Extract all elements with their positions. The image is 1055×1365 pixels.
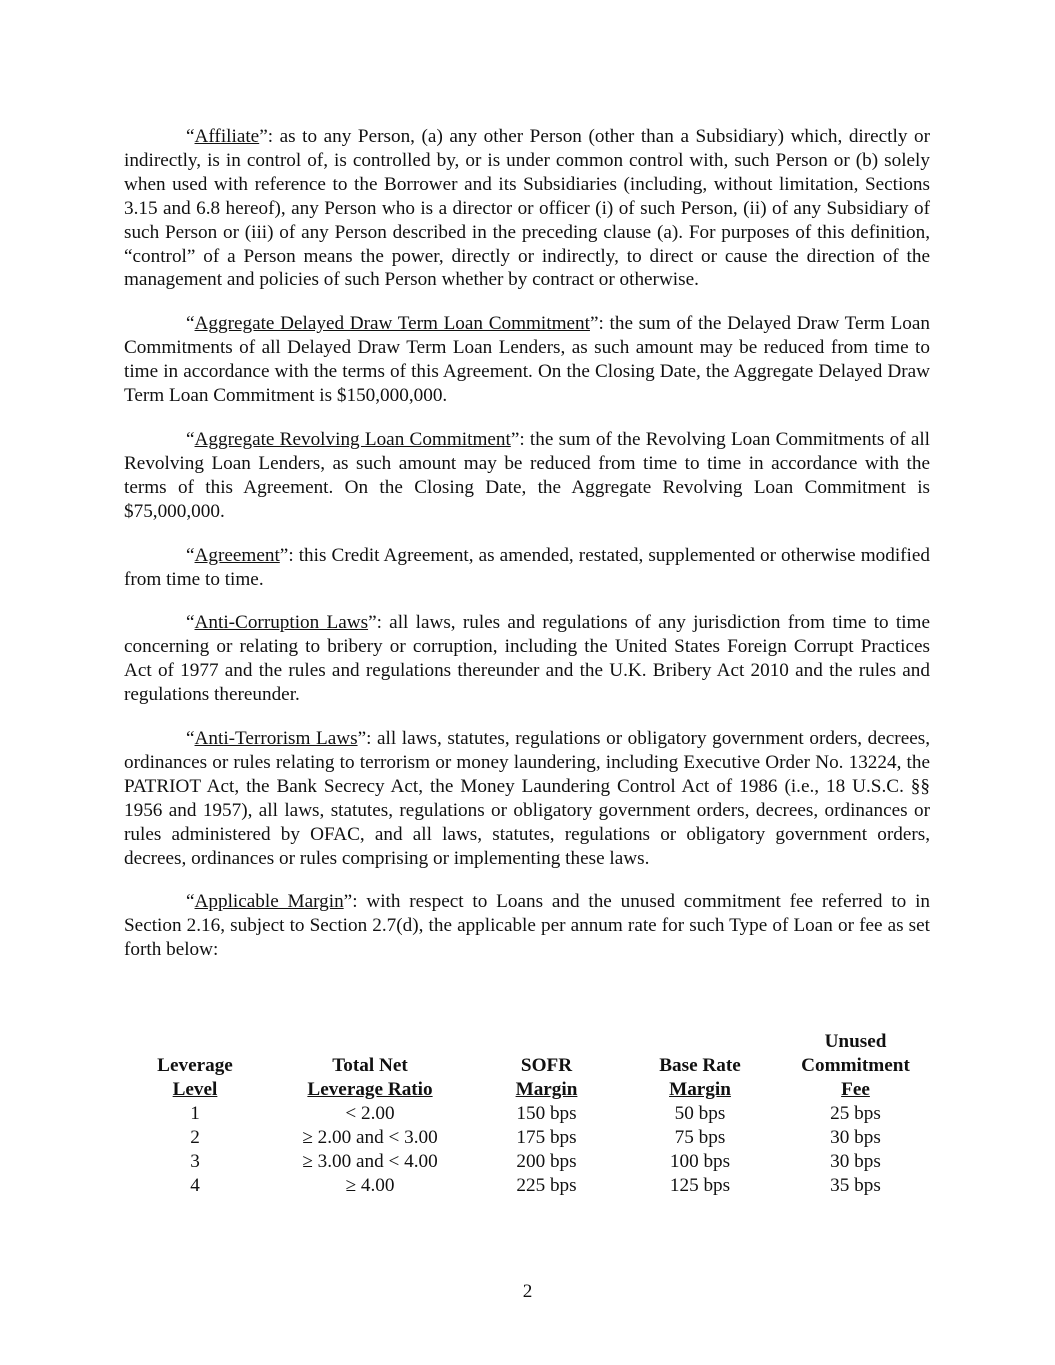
header-unused-commitment-fee: Unused Commitment Fee bbox=[801, 1031, 910, 1100]
defined-term: Anti-Corruption Laws bbox=[194, 612, 369, 634]
definition-aggregate-revolving-commitment: “Aggregate Revolving Loan Commitment”: the sum of the Revolving Loan Commitments of all Revolving Loan Lenders, as such amount may be reduced from time to time in accordance with the terms of this Agreement. On the Closing Date, the Aggregate Revolving Loan Commitment is $75,000,000. bbox=[124, 428, 930, 522]
header-sofr-margin: SOFR Margin bbox=[515, 1055, 578, 1100]
cell-ratio: < 2.00 bbox=[345, 1103, 395, 1124]
cell-ratio: ≥ 4.00 bbox=[345, 1175, 395, 1196]
definition-text: : all laws, statutes, regulations or obligatory government orders, decrees, ordinances or rules relating to terrorism or money laundering, including Executive Order No. 13224, the PATRIOT Act, the Bank Secrecy Act, the Money Laundering Control Act of 1986 (i.e., 18 U.S.C. §§ 1956 and 1957), all laws, statutes, regulations or obligatory government orders, decrees, ordinances or rules administered by OFAC, and all laws, statutes, regulations or obligatory government orders, decrees, ordinances or rules comprising or implementing these laws. bbox=[124, 728, 930, 869]
definition-text: : this Credit Agreement, as amended, restated, supplemented or otherwise modified from time to time. bbox=[124, 544, 930, 590]
defined-term: Agreement bbox=[194, 544, 280, 566]
defined-term: Applicable Margin bbox=[194, 891, 344, 913]
defined-term: Aggregate Delayed Draw Term Loan Commitment bbox=[194, 313, 590, 335]
definition-text: : with respect to Loans and the unused commitment fee referred to in Section 2.16, subject to Section 2.7(d), the applicable per annum rate for such Type of Loan or fee as set forth below: bbox=[124, 891, 930, 961]
applicable-margin-table bbox=[124, 1030, 930, 1198]
cell-unused-fee: 35 bps bbox=[830, 1175, 881, 1196]
defined-term: Affiliate bbox=[194, 126, 260, 147]
cell-base-rate-margin: 100 bps bbox=[669, 1151, 731, 1172]
cell-level: 3 bbox=[190, 1151, 200, 1172]
cell-base-rate-margin: 75 bps bbox=[674, 1127, 726, 1148]
cell-base-rate-margin: 125 bps bbox=[669, 1175, 731, 1196]
cell-unused-fee: 30 bps bbox=[830, 1151, 881, 1172]
defined-term: Anti-Terrorism Laws bbox=[194, 728, 358, 750]
cell-ratio: ≥ 2.00 and < 3.00 bbox=[302, 1127, 438, 1148]
definition-text: : as to any Person, (a) any other Person (other than a Subsidiary) which, directly or indirectly, is in control of, is controlled by, or is under common control with, such Person or (b) solely when used with reference to the Borrower and its Subsidiaries (including, without limitation, Sections 3.15 and 6.8 hereof), any Person who is a director or officer (i) of such Person, (ii) of any Subsidiary of such Person or (iii) of any Person described in the preceding clause (a). For purposes of this definition, “control” of a Person means the power, directly or indirectly, to direct or cause the direction of the management and policies of such Person whether by contract or otherwise. bbox=[124, 126, 930, 291]
definition-text: : the sum of the Delayed Draw Term Loan Commitments of all Delayed Draw Term Loan Lenders, as such amount may be reduced from time to time in accordance with the terms of this Agreement. On the Closing Date, the Aggregate Delayed Draw Term Loan Commitment is $150,000,000. bbox=[124, 313, 930, 407]
table-header-row bbox=[124, 1030, 930, 1102]
definition-agreement: “Agreement”: this Credit Agreement, as amended, restated, supplemented or otherwise modified from time to time. bbox=[124, 544, 930, 590]
cell-sofr-margin: 200 bps bbox=[516, 1151, 577, 1172]
page-number: 2 bbox=[522, 1281, 533, 1302]
definition-anti-corruption-laws: “Anti-Corruption Laws”: all laws, rules and regulations of any jurisdiction from time to time concerning or relating to bribery or corruption, including the United States Foreign Corrupt Practices Act of 1977 and the rules and regulations thereunder and the U.K. Bribery Act 2010 and the rules and regulations thereunder. bbox=[124, 612, 930, 706]
cell-sofr-margin: 150 bps bbox=[516, 1103, 577, 1124]
definition-affiliate: “Affiliate”: as to any Person, (a) any other Person (other than a Subsidiary) which, directly or indirectly, is in control of, is controlled by, or is under common control with, such Person or (b) solely when used with reference to the Borrower and its Subsidiaries (including, without limitation, Sections 3.15 and 6.8 hereof), any Person who is a director or officer (i) of such Person, (ii) of any Subsidiary of such Person or (iii) of any Person described in the preceding clause (a). For purposes of this definition, “control” of a Person means the power, directly or indirectly, to direct or cause the direction of the management and policies of such Person whether by contract or otherwise. bbox=[124, 126, 930, 291]
cell-level: 4 bbox=[190, 1175, 200, 1196]
defined-term: Aggregate Revolving Loan Commitment bbox=[194, 428, 511, 450]
definition-text: : the sum of the Revolving Loan Commitments of all Revolving Loan Lenders, as such amount may be reduced from time to time in accordance with the terms of this Agreement. On the Closing Date, the Aggregate Revolving Loan Commitment is $75,000,000. bbox=[124, 428, 930, 522]
header-total-net-leverage-ratio: Total Net Leverage Ratio bbox=[307, 1055, 433, 1100]
definition-text: : all laws, rules and regulations of any jurisdiction from time to time concerning or relating to bribery or corruption, including the United States Foreign Corrupt Practices Act of 1977 and the rules and regulations thereunder and the U.K. Bribery Act 2010 and the rules and regulations thereunder. bbox=[124, 612, 930, 706]
table-row bbox=[124, 1174, 930, 1198]
header-leverage-level: Leverage Level bbox=[157, 1055, 233, 1100]
header-base-rate-margin: Base Rate Margin bbox=[659, 1055, 741, 1100]
table-row bbox=[124, 1126, 930, 1150]
table-row bbox=[124, 1150, 930, 1174]
document-body bbox=[124, 125, 930, 982]
table-row bbox=[124, 1102, 930, 1126]
cell-sofr-margin: 225 bps bbox=[516, 1175, 577, 1196]
cell-level: 1 bbox=[190, 1103, 200, 1124]
cell-level: 2 bbox=[190, 1127, 200, 1148]
definition-applicable-margin: “Applicable Margin”: with respect to Loans and the unused commitment fee referred to in Section 2.16, subject to Section 2.7(d), the applicable per annum rate for such Type of Loan or fee as set forth below: bbox=[124, 891, 930, 961]
cell-unused-fee: 30 bps bbox=[830, 1127, 881, 1148]
definition-aggregate-ddtl-commitment: “Aggregate Delayed Draw Term Loan Commitment”: the sum of the Delayed Draw Term Loan Commitments of all Delayed Draw Term Loan Lenders, as such amount may be reduced from time to time in accordance with the terms of this Agreement. On the Closing Date, the Aggregate Delayed Draw Term Loan Commitment is $150,000,000. bbox=[124, 313, 930, 407]
cell-sofr-margin: 175 bps bbox=[516, 1127, 577, 1148]
cell-unused-fee: 25 bps bbox=[830, 1103, 881, 1124]
definition-anti-terrorism-laws: “Anti-Terrorism Laws”: all laws, statutes, regulations or obligatory government orders, decrees, ordinances or rules relating to terrorism or money laundering, including Executive Order No. 13224, the PATRIOT Act, the Bank Secrecy Act, the Money Laundering Control Act of 1986 (i.e., 18 U.S.C. §§ 1956 and 1957), all laws, statutes, regulations or obligatory government orders, decrees, ordinances or rules administered by OFAC, and all laws, statutes, regulations or obligatory government orders, decrees, ordinances or rules comprising or implementing these laws. bbox=[124, 728, 930, 869]
cell-ratio: ≥ 3.00 and < 4.00 bbox=[302, 1151, 438, 1172]
cell-base-rate-margin: 50 bps bbox=[674, 1103, 726, 1124]
